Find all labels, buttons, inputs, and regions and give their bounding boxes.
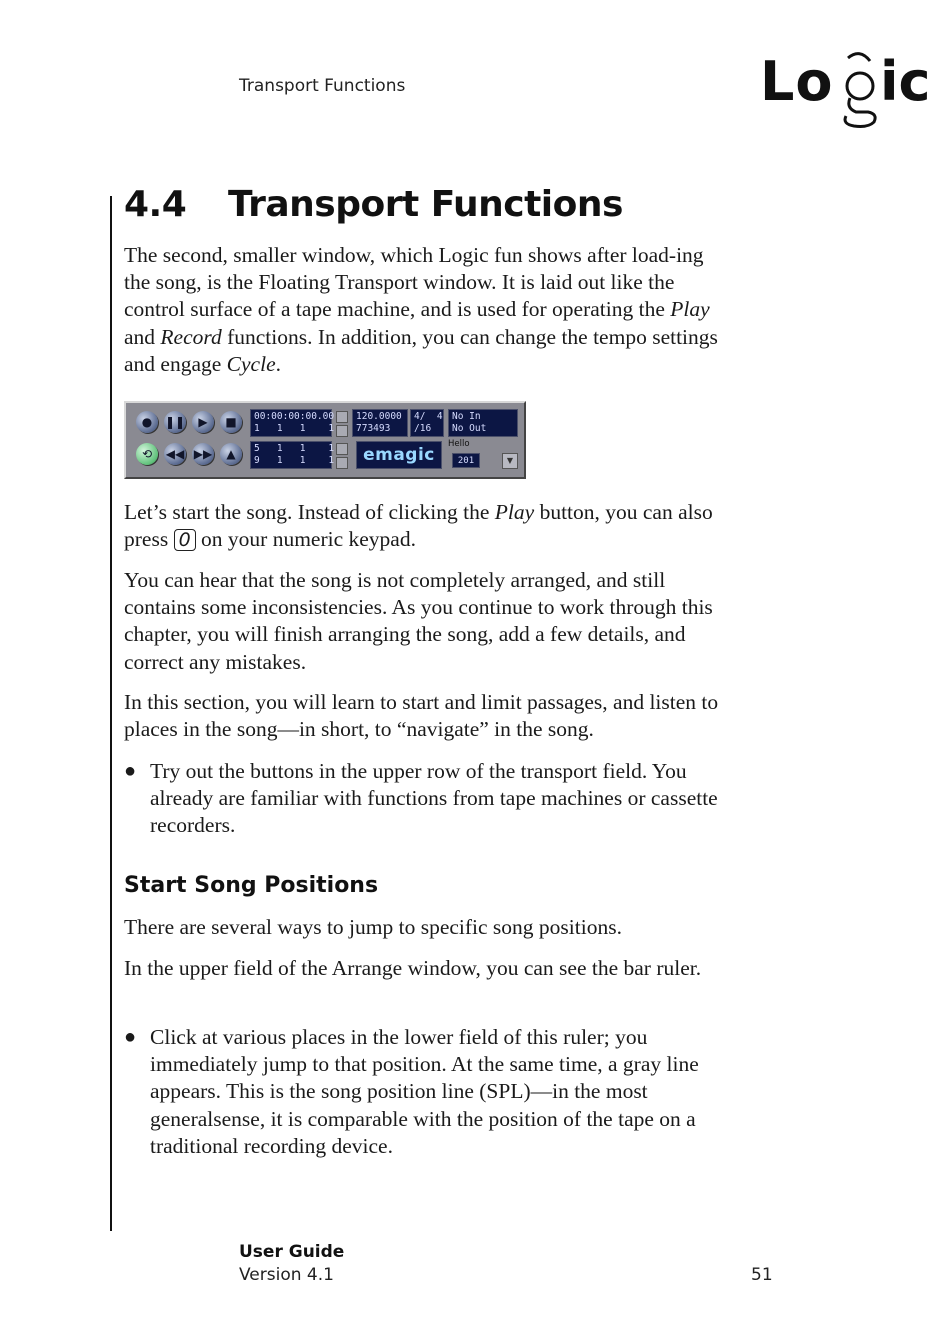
play-icon[interactable]: ▶ [192, 411, 214, 433]
section-paragraph: In this section, you will learn to start and limit passages, and listen to places in the song—in short, to “navigate” in the song. [124, 690, 719, 742]
bullet-text: Click at various places in the lower field of this ruler; you immediately jump to that position. At the same time, a gray line appears. This is the song position line (SPL)—in the most generalsense, it is comparable with the position of the tape on a traditional recording device. [150, 1025, 699, 1158]
bullet-icon: ● [124, 760, 137, 782]
record-icon[interactable]: ● [136, 411, 158, 433]
hello-label: Hello [448, 439, 470, 449]
midi-io-display: No In No Out [448, 409, 518, 437]
position-display[interactable]: 00:00:00:00.00 1 1 1 1 [250, 409, 332, 437]
start-song-paragraph: Let’s start the song. Instead of clicking the Play button, you can also press 0 on your numeric keypad. [124, 500, 713, 552]
page-number: 51 [751, 1265, 773, 1285]
margin-rule [110, 196, 112, 1231]
jump-paragraph: There are several ways to jump to specific song positions. [124, 915, 622, 939]
ruler-paragraph: In the upper field of the Arrange window, you can see the bar ruler. [124, 956, 702, 980]
signature-display[interactable]: 4/ 4 /16 [410, 409, 444, 437]
rewind-icon[interactable]: ◀◀ [164, 443, 186, 465]
footer-title: User Guide [239, 1242, 345, 1262]
locator-display[interactable]: 5 1 1 1 9 1 1 1 [250, 441, 332, 469]
stop-icon[interactable]: ■ [220, 411, 242, 433]
bullet-item [124, 1024, 724, 1160]
keypad-zero-key: 0 [174, 529, 196, 551]
bullet-text: Try out the buttons in the upper row of the transport field. You already are familiar with functions from tape machines or cassette recorders. [150, 759, 718, 838]
pause-icon[interactable]: ❚❚ [164, 411, 186, 433]
section-number: 4.4 [124, 184, 187, 225]
logic-logo [760, 46, 931, 128]
running-header: Transport Functions [239, 76, 406, 96]
toggle-square[interactable] [336, 457, 348, 469]
svg-text:Lo: Lo [760, 50, 834, 113]
fast-forward-icon[interactable]: ▶▶ [192, 443, 214, 465]
toggle-square[interactable] [336, 411, 348, 423]
cycle-icon[interactable]: ⟲ [136, 443, 158, 465]
hear-paragraph: You can hear that the song is not completely arranged, and still contains some inconsistencies. As you continue to work through this chapter, you will finish arranging the song, add a few details, and correct any mistakes. [124, 568, 713, 674]
tempo-display[interactable]: 120.0000 773493 [352, 409, 408, 437]
counter-display: 201 [452, 453, 480, 468]
intro-paragraph: The second, smaller window, which Logic fun shows after load-ing the song, is the Floating Transport window. It is laid out like the control surface of a tape machine, and is used for operating the Play and Record functions. In addition, you can change the tempo settings and engage Cycle. [124, 243, 718, 376]
metronome-icon[interactable]: ▲ [220, 443, 242, 465]
bullet-icon: ● [124, 1026, 137, 1048]
toggle-square[interactable] [336, 443, 348, 455]
expand-arrow-icon[interactable]: ▼ [502, 453, 518, 469]
footer-version: Version 4.1 [239, 1265, 334, 1285]
svg-text:ic: ic [880, 50, 931, 113]
floating-transport-window [124, 401, 526, 479]
section-heading [124, 184, 623, 225]
bullet-item [124, 758, 724, 840]
toggle-square[interactable] [336, 425, 348, 437]
section-title: Transport Functions [228, 184, 623, 225]
subsection-heading: Start Song Positions [124, 873, 379, 898]
emagic-logo: emagic [356, 441, 442, 469]
